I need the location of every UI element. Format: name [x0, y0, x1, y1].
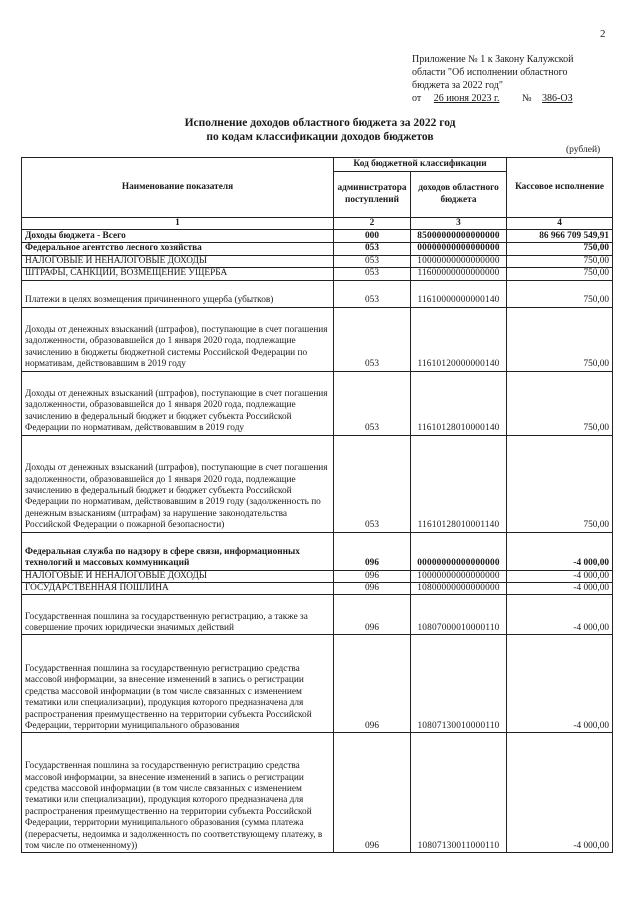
col-number: 2: [334, 218, 411, 230]
row-name: ГОСУДАРСТВЕННАЯ ПОШЛИНА: [22, 583, 334, 595]
col-number: 1: [22, 218, 334, 230]
row-code: 10807000010000110: [411, 595, 507, 635]
row-code: 10000000000000000: [411, 570, 507, 582]
appendix-note: [412, 53, 622, 105]
appendix-date-line: [412, 92, 622, 105]
table-row: [22, 570, 613, 582]
row-code: 11600000000000000: [411, 268, 507, 280]
row-admin: 096: [334, 570, 411, 582]
table-row: [22, 635, 613, 733]
law-number: 386-ОЗ: [542, 93, 573, 104]
table-row: [22, 255, 613, 267]
row-amount: -4 000,00: [507, 733, 613, 853]
table-row: [22, 280, 613, 307]
row-name: Доходы от денежных взысканий (штрафов), поступающие в счет погашения задолженности, образовавшейся до 1 января 2020 года, подлежащие зачислению в федеральный бюджет и бюджет субъекта Российской Федерации по нормативам, действовавшим в 2019 году: [22, 371, 334, 435]
row-name: Федеральное агентство лесного хозяйства: [22, 243, 334, 255]
appendix-line: Приложение № 1 к Закону Калужской: [412, 54, 574, 65]
row-amount: 750,00: [507, 435, 613, 532]
row-admin: 096: [334, 532, 411, 570]
row-name: НАЛОГОВЫЕ И НЕНАЛОГОВЫЕ ДОХОДЫ: [22, 570, 334, 582]
row-amount: 750,00: [507, 280, 613, 307]
row-name: Платежи в целях возмещения причиненного ущерба (убытков): [22, 280, 334, 307]
row-code: 10800000000000000: [411, 583, 507, 595]
row-admin: 053: [334, 243, 411, 255]
title-line: Исполнение доходов областного бюджета за 2022 год: [184, 117, 456, 129]
header-admin: администратора поступлений: [334, 172, 411, 218]
header-execution: Кассовое исполнение: [507, 158, 613, 218]
row-admin: 053: [334, 255, 411, 267]
table-row: [22, 230, 613, 243]
row-name: НАЛОГОВЫЕ И НЕНАЛОГОВЫЕ ДОХОДЫ: [22, 255, 334, 267]
col-number: 3: [411, 218, 507, 230]
budget-income-table: [21, 157, 613, 853]
row-code: 00000000000000000: [411, 243, 507, 255]
row-code: 10807130011000110: [411, 733, 507, 853]
row-code: 11610128010000140: [411, 371, 507, 435]
table-row: [22, 268, 613, 280]
page-number: 2: [600, 28, 606, 40]
row-name: Доходы от денежных взысканий (штрафов), поступающие в счет погашения задолженности, образовавшейся до 1 января 2020 года, подлежащие зачислению в федеральный бюджет и бюджет субъекта Российской Федерации по нормативам, действовавшим в 2019 году (задолженность по денежным взысканиям (штрафам) за нарушение законодательства Российской Федерации о пожарной безопасности): [22, 435, 334, 532]
date-prefix: от: [412, 93, 422, 104]
row-amount: 750,00: [507, 255, 613, 267]
row-name: Государственная пошлина за государственную регистрацию, а также за совершение прочих юридически значимых действий: [22, 595, 334, 635]
row-code: 11610128010001140: [411, 435, 507, 532]
row-amount: 750,00: [507, 371, 613, 435]
table-row: [22, 243, 613, 255]
table-row: [22, 733, 613, 853]
table-row: [22, 371, 613, 435]
row-amount: 750,00: [507, 243, 613, 255]
row-amount: 750,00: [507, 268, 613, 280]
row-admin: 053: [334, 280, 411, 307]
row-code: 85000000000000000: [411, 230, 507, 243]
table-row: [22, 307, 613, 371]
row-code: 00000000000000000: [411, 532, 507, 570]
row-admin: 053: [334, 435, 411, 532]
row-admin: 096: [334, 595, 411, 635]
header-name: Наименование показателя: [22, 158, 334, 218]
row-amount: -4 000,00: [507, 635, 613, 733]
row-code: 10000000000000000: [411, 255, 507, 267]
row-amount: -4 000,00: [507, 570, 613, 582]
row-amount: -4 000,00: [507, 595, 613, 635]
row-amount: -4 000,00: [507, 583, 613, 595]
row-admin: 096: [334, 635, 411, 733]
header-income: доходов областного бюджета: [411, 172, 507, 218]
appendix-line: области "Об исполнении областного: [412, 67, 568, 78]
table-row: [22, 595, 613, 635]
row-name: Доходы бюджета - Всего: [22, 230, 334, 243]
row-name: Доходы от денежных взысканий (штрафов), поступающие в счет погашения задолженности, образовавшейся до 1 января 2020 года, подлежащие зачислению в бюджеты бюджетной системы Российской Федерации по нормативам, действовавшим в 2019 году: [22, 307, 334, 371]
row-name: Государственная пошлина за государственную регистрацию средства массовой информации, за внесение изменений в запись о регистрации средства массовой информации (в том числе связанных с изменением тематики или специализации), продукция которого предназначена для распространения преимущественно на территории субъекта Российской Федерации, территории муниципального образования: [22, 635, 334, 733]
row-admin: 053: [334, 268, 411, 280]
units-label: (рублей): [566, 145, 601, 155]
table-row: [22, 583, 613, 595]
title-line: по кодам классификации доходов бюджетов: [206, 131, 434, 143]
row-amount: 86 966 709 549,91: [507, 230, 613, 243]
header-kbk: Код бюджетной классификации: [334, 158, 507, 172]
col-number: 4: [507, 218, 613, 230]
row-code: 11610000000000140: [411, 280, 507, 307]
table-row: [22, 532, 613, 570]
row-name: Государственная пошлина за государственную регистрацию средства массовой информации, за внесение изменений в запись о регистрации средства массовой информации (в том числе связанных с изменением тематики или специализации), продукция которого предназначена для распространения преимущественно на территории субъекта Российской Федерации, территории муниципального образования (сумма платежа (перерасчеты, недоимка и задолженность по соответствующему платежу, в том числе по отмененному)): [22, 733, 334, 853]
document-title: [120, 116, 520, 144]
row-admin: 053: [334, 307, 411, 371]
row-admin: 053: [334, 371, 411, 435]
row-amount: -4 000,00: [507, 532, 613, 570]
row-code: 11610120000000140: [411, 307, 507, 371]
row-amount: 750,00: [507, 307, 613, 371]
row-admin: 000: [334, 230, 411, 243]
number-prefix: №: [522, 93, 532, 104]
row-admin: 096: [334, 583, 411, 595]
table-row: [22, 435, 613, 532]
row-name: ШТРАФЫ, САНКЦИИ, ВОЗМЕЩЕНИЕ УЩЕРБА: [22, 268, 334, 280]
appendix-line: бюджета за 2022 год": [412, 80, 503, 91]
row-code: 10807130010000110: [411, 635, 507, 733]
row-admin: 096: [334, 733, 411, 853]
law-date: 26 июня 2023 г.: [433, 93, 500, 104]
row-name: Федеральная служба по надзору в сфере связи, информационных технологий и массовых коммуникаций: [22, 532, 334, 570]
